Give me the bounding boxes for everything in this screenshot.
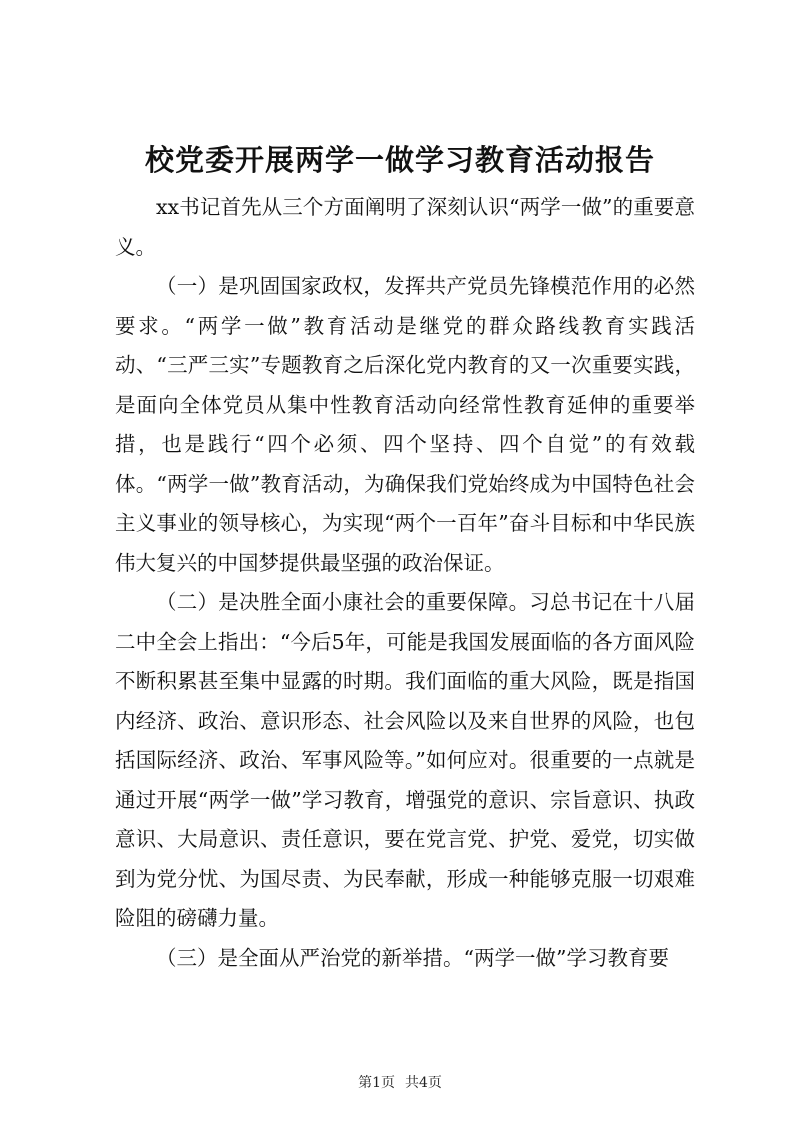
document-body xyxy=(115,188,695,978)
document-title: 校党委开展两学一做学习教育活动报告 xyxy=(144,143,655,177)
page-total: 共4页 xyxy=(405,1075,442,1091)
page-number: 第1页 xyxy=(358,1075,395,1091)
paragraph-point-one: （一）是巩固国家政权，发挥共产党员先锋模范作用的必然要求。“两学一做”教育活动是继党的群众路线教育实践活动、“三严三实”专题教育之后深化党内教育的又一次重要实践，是面向全体党员从集中性教育活动向经常性教育延伸的重要举措，也是践行“四个必须、四个坚持、四个自觉”的有效载体。“两学一做”教育活动，为确保我们党始终成为中国特色社会主义事业的领导核心，为实现“两个一百年”奋斗目标和中华民族伟大复兴的中国梦提供最坚强的政治保证。 xyxy=(115,274,695,575)
paragraph-intro: xx书记首先从三个方面阐明了深刻认识“两学一做”的重要意义。 xyxy=(115,195,695,259)
paragraph-point-three: （三）是全面从严治党的新举措。“两学一做”学习教育要 xyxy=(156,945,669,970)
paragraph-point-two: （二）是决胜全面小康社会的重要保障。习总书记在十八届二中全会上指出：“今后5年，可能是我国发展面临的各方面风险不断积累甚至集中显露的时期。我们面临的重大风险，既是指国内经济、政治、意识形态、社会风险以及来自世界的风险，也包括国际经济、政治、军事风险等。”如何应对。很重要的一点就是通过开展“两学一做”学习教育，增强党的意识、宗旨意识、执政意识、大局意识、责任意识，要在党言党、护党、爱党，切实做到为党分忧、为国尽责、为民奉献，形成一种能够克服一切艰难险阻的磅礴力量。 xyxy=(115,590,695,930)
page-footer xyxy=(0,1073,800,1093)
